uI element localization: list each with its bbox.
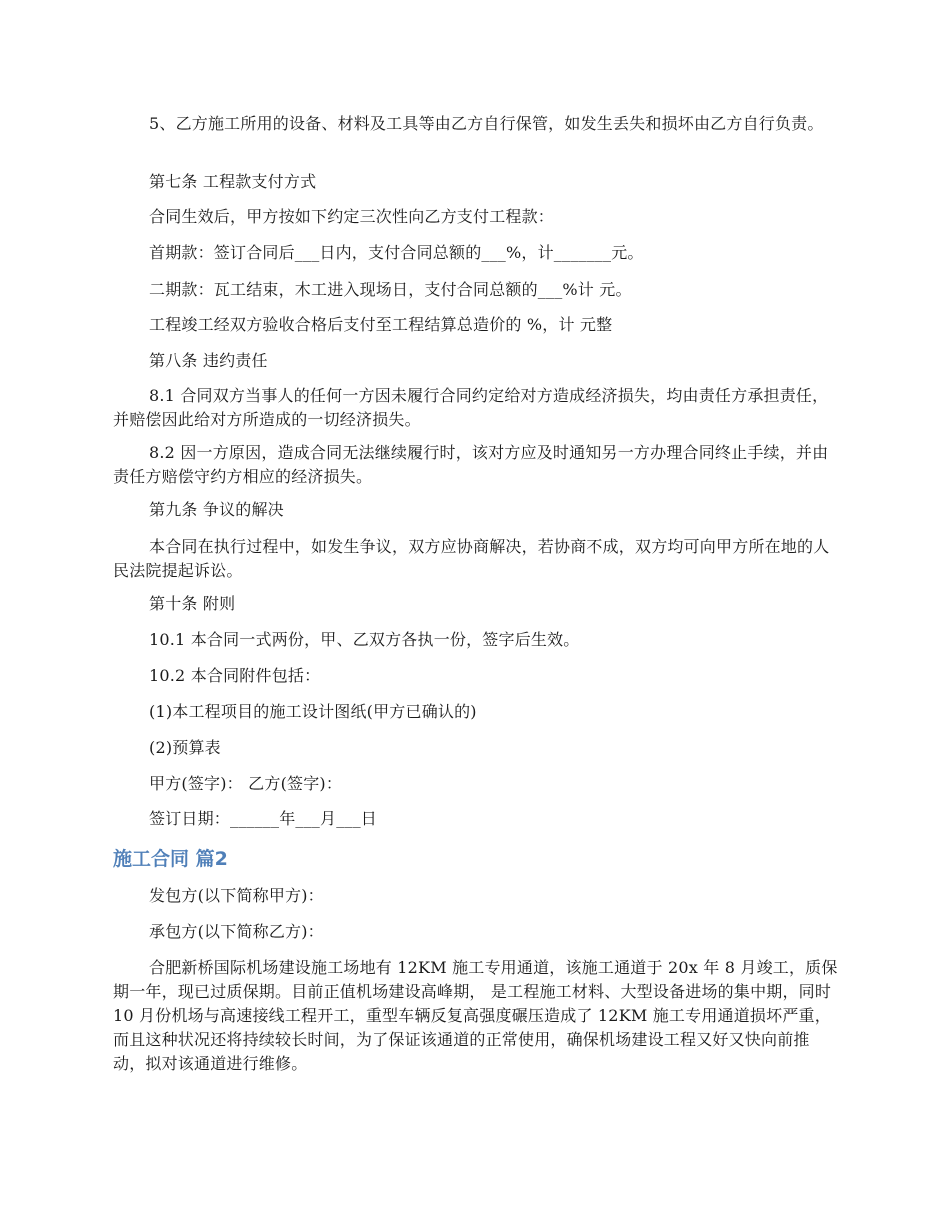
paragraph-attachment-2: (2)预算表 (149, 738, 221, 757)
paragraph-final-payment: 工程竣工经双方验收合格后支付至工程结算总造价的 %，计 元整 (149, 315, 613, 334)
article-7-title: 第七条 工程款支付方式 (149, 172, 317, 191)
paragraph-project-description: 合肥新桥国际机场建设施工场地有 12KM 施工专用通道，该施工通道于 20x 年 8 月竣工，质保期一年，现已过质保期。目前正值机场建设高峰期， 是工程施工材料、大型设备进场的集中期，同时 10 月份机场与高速接线工程开工，重型车辆反复高强度碾压造成了 12KM 施工专用通道损坏严重，而且这种状况还将持续较长时间，为了保证该通道的正常使用，确保机场建设工程又好又快向前推动，拟对该通道进行维修。 (113, 958, 838, 1073)
paragraph-clause-5: 5、乙方施工所用的设备、材料及工具等由乙方自行保管，如发生丢失和损坏由乙方自行负责。 (149, 114, 824, 133)
article-8-title: 第八条 违约责任 (149, 351, 268, 370)
paragraph-employer: 发包方(以下简称甲方)： (149, 886, 324, 905)
paragraph-dispute: 本合同在执行过程中，如发生争议，双方应协商解决，若协商不成，双方均可向甲方所在地的人民法院提起诉讼。 (113, 537, 830, 580)
article-9-title: 第九条 争议的解决 (149, 500, 284, 519)
paragraph-10-1: 10.1 本合同一式两份，甲、乙双方各执一份，签字后生效。 (149, 630, 580, 649)
paragraph-10-2: 10.2 本合同附件包括： (149, 666, 321, 685)
section-heading: 施工合同 篇2 (113, 848, 228, 870)
paragraph-payment-intro: 合同生效后，甲方按如下约定三次性向乙方支付工程款： (149, 207, 555, 226)
paragraph-first-payment: 首期款：签订合同后___日内，支付合同总额的___%，计_______元。 (149, 243, 644, 262)
paragraph-attachment-1: (1)本工程项目的施工设计图纸(甲方已确认的) (149, 702, 477, 721)
paragraph-contractor: 承包方(以下简称乙方)： (149, 922, 324, 941)
paragraph-sign-date: 签订日期：______年___月___日 (149, 809, 378, 828)
paragraph-second-payment: 二期款：瓦工结束，木工进入现场日，支付合同总额的___%计 元。 (149, 280, 632, 299)
paragraph-8-2: 8.2 因一方原因，造成合同无法继续履行时，该对方应及时通知另一方办理合同终止手续，并由责任方赔偿守约方相应的经济损失。 (113, 443, 829, 486)
paragraph-signatures: 甲方(签字)： 乙方(签字)： (149, 774, 343, 793)
article-10-title: 第十条 附则 (149, 594, 236, 613)
paragraph-8-1: 8.1 合同双方当事人的任何一方因未履行合同约定给对方造成经济损失，均由责任方承担责任，并赔偿因此给对方所造成的一切经济损失。 (113, 386, 829, 429)
